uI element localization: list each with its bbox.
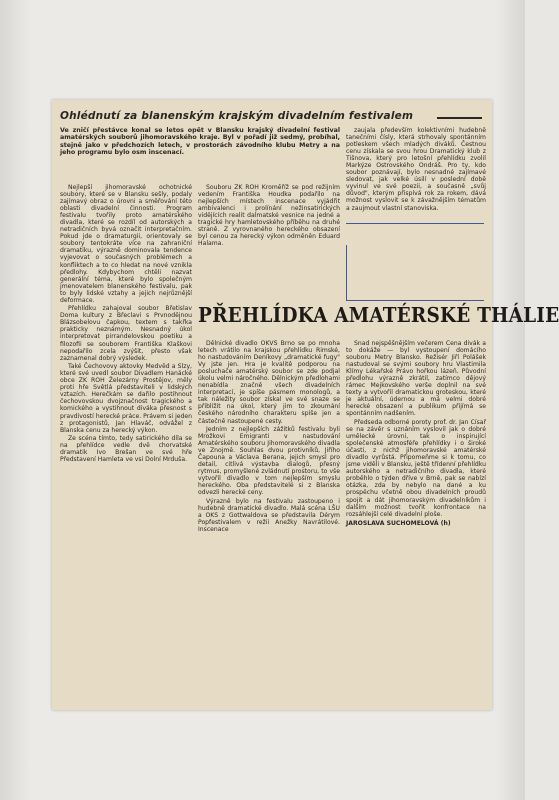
paragraph: zaujala především kolektivními hudebně tanečními čísly, která strhovaly spontánním potleskem všech mladých diváků. Čestnou cenu získala se svou hrou Dramatický klub z Tišnova, který pro letošní přehlídku zvolil Markýze Ostrovského Ondráš. Pro ty, kdo soubor poznávají, bylo nesnadné zajímavé sledovat, jak velké úsilí v poslední době vyvinul ve své poezii, a současně „svůj důvod", kterým přispívá rok za rokem, dává možnost vyslovit se k závažnějším tématům a zaujmout vlastní stanoviska.	[346, 127, 486, 212]
paragraph: Souboru ZK ROH Kroměříž se pod režijním vedením Františka Houdka podařilo na nejlepších místech inscenace vyjádřit ambivalenci i prolínání nežinsatirických vidějících realit dalmatské vesnice na jedné a tragické hry hamletovského příběhu na druhé straně. Z vyrovnaného hereckého obsazení byl cenou za herecký výkon odměněn Eduard Halama.	[198, 184, 340, 248]
article-kicker: Ohlédnutí za blanenským krajským divadelním festivalem	[60, 110, 414, 122]
kicker-rule	[437, 117, 482, 119]
paragraph: Také Čechovovy aktovky Medvěd a Slzy, které své uvedl soubor Divadlem Hanácké obce ZK ROH Železárny Prostějov, měly proti hře Světlá představiteli v lidských vztazích. Herečkám se dařilo postihnout čechovovskou dvojznačnost tragického a komického a vystihnout diváka přesnost s pravdivostí herecké práce. Právem si jeden z protagonistů, Jan Hlaváč, odvážel z Blanska cenu za herecký výkon.	[60, 363, 192, 434]
column-5	[346, 340, 486, 705]
column-2	[198, 184, 340, 314]
pen-bracket	[346, 245, 347, 300]
newspaper-clipping	[52, 100, 559, 710]
paragraph: Nejlepší jihomoravské ochotnické soubory, které se v Blansku sešly, podaly zajímavý obraz o úrovni a směřování této oblasti divadelní činnosti. Program festivalu tvořily proto amatérského divadla, které se rozdíl od autorských a netradičních byvá označit interpretačním. Pokud jde o dramaturgii, orientovaly se soubory tentokráte více na zahraniční dramatiku, výrazně dominovala tendence vyjevovat o současných problémech a konfliktech a to co hledat na nové vznikla předlohy. Kdybychom chtěli nazvat generální téma, které bylo společným jmenovatelem blanenského festivalu, pak to byly lidské vztahy a jejich nejrůznější deformace.	[60, 184, 192, 304]
column-1	[60, 184, 192, 704]
paragraph: Snad nejspěšnějším večerem Cena divák a to dokáže — byl vystoupení domácího souboru Metry Blansko. Režisér Jiří Polášek nastudoval se svými soubory hru Vlastimila Klímy Lékařské Právo hořkou lázeň. Původní předlohu výrazně zkrátil, zatímco dějový rámec Mejkovského verše doplnil na své texty a vytvořil dramatickou groteskou, které je aktuální, údernou a má velmi dobré herecké obsazení a publikum přijímá se spontánním nadšením.	[346, 340, 486, 418]
article-intro: Ve zničí přestávce konal se letos opět v Blansku krajský divadelní festival amatérských souborů jihomoravského kraje. Byl v pořadí již sedmý, probíhal, stejně jako v předchozích letech, v prostorách závodního klubu Metry a na jeho programu bylo osm inscenací.	[60, 127, 340, 157]
paragraph: Jedním z nejlepších zážitků festivalu byli Mrožkovi Emigranti v nastudování Amatérského souboru Jihomoravského divadla ve Znojmě. Souhlas dvou protivníků, Jiřího Čapouna a Václava Berana, jejich smysl pro detail, citlivá výstavba dialogů, přesný rytmus, promyšlené zvládnutí prostoru, to vše vytvořil divadlo v tom nejlepším smyslu hereckého. Oba představitelé si z Blanska odvezli herecké ceny.	[198, 426, 340, 497]
column-4	[198, 340, 340, 705]
author-signature: JAROSLAVA SUCHOMELOVÁ (h)	[346, 519, 451, 527]
paragraph: Výrazně bylo na festivalu zastoupeno i hudebně dramatické divadlo. Malá scéna LŠU a OKS z Gottwaldova se představila Dérym Popfestivalem v režii Anežky Navrátilové. Inscenace	[198, 498, 340, 534]
article-headline: PŘEHLÍDKA AMATÉRSKÉ THÁLIE	[198, 303, 559, 327]
paragraph: Předseda odborné poroty prof. dr. Jan Císař se na závěr s uznáním vyslovil jak o dobré umělecké úrovni, tak o inspirující společenské atmosféře přehlídky i o široké účasti, z nichž jihomoravské amatérské divadlo vyrůstá. Připomeňme si k tomu, co jsme viděli v Blansku, ještě třídenní přehlídku autorského a netradičního divadla, které proběhlo o týden dříve v Brně, pak se nabízí otázka, zda by nebylo na dané a ku prospěchu včetně obou divadelních proudů spojit a dát jihomoravským divadelníkům i dalším možnost tvořit konfrontace na rozsáhlejší celé divadelní ploše.	[346, 419, 486, 518]
paragraph: Ze scéna tímto, tedy satirického díla se na přehlídce vedle dvě chorvatské dramatik Ivo Brešan ve své hře Představení Hamleta ve vsi Dolní Mrduša.	[60, 435, 192, 464]
pen-underline	[346, 300, 484, 301]
column-3	[346, 127, 486, 300]
paragraph: Přehlídku zahajoval soubor Břetislav Doma kultury z Břeclavi s Prvnodějnou Blázsobelovu čapkou, textem s takřka prakticky neznámým. Nesnadný úkol interpretovat pirrandelovskou poetiku a filozofii se souborem Františka Klaškovi nepodařilo zcela zvýšit, přesto však zaznamenal dobrý výsledek.	[60, 305, 192, 362]
paragraph: Dělnické divadlo OKVS Brno se po mnoha letech vrátilo na krajskou přehlídku Rimské, ho nastudováním Deníkovy „dramatické fugy" Vy jste jen. Hra je kvalitě podporou na posluchače amatérský soubor se zde podjal úkolu velmi náročného. Dělnickým předlohami nenabídla značně všech divadelních interpretací, je spíše pásmem monologů, a tak náležity soubor získal ve své snaze se přiblížit na úkol, který jim to zkoumání českého národního charakteru spíše jen a částečně nastoupené cesty.	[198, 340, 340, 425]
pen-underline	[346, 223, 484, 224]
